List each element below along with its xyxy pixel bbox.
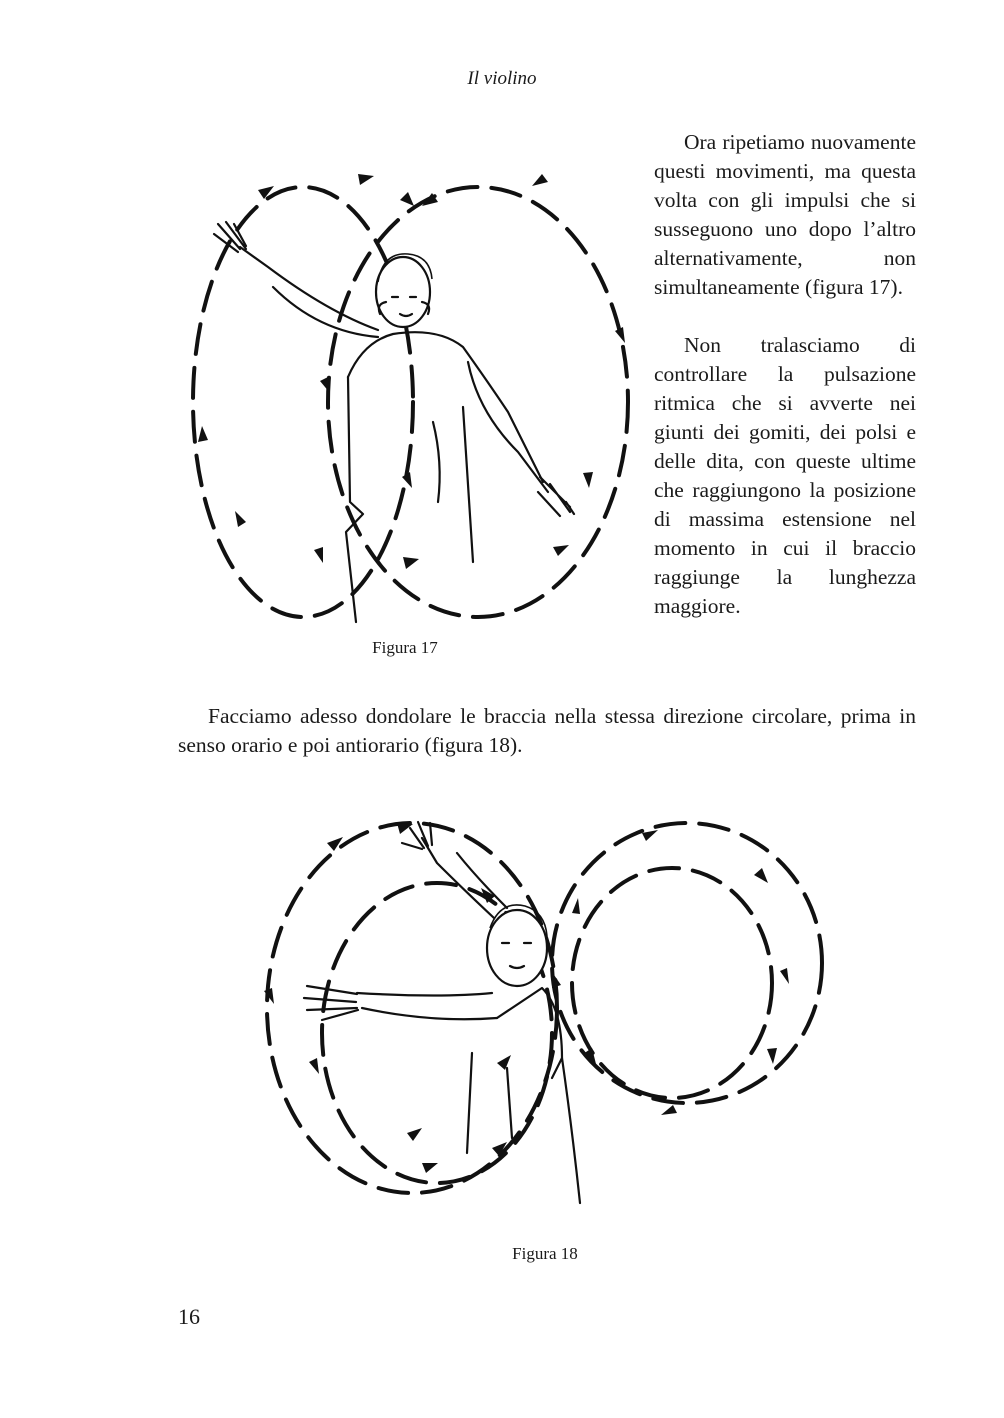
figure-18-caption: Figura 18 <box>512 1244 578 1263</box>
man-head <box>487 910 547 986</box>
right-motion-loop <box>328 187 628 617</box>
side-paragraph: Non tralasciamo di controllare la pulsazione ritmica che si avverte nei giunti dei gomiti, dei polsi e delle dita, con queste ultime che raggiungono la posizione di massima estensione nel momento in cui il braccio raggiunge la lunghezza maggiore. <box>654 333 916 618</box>
figure-17-caption: Figura 17 <box>372 638 438 657</box>
left-motion-loop <box>193 187 413 617</box>
right-inner-loop <box>572 868 772 1098</box>
figure-18-illustration <box>262 808 842 1218</box>
man-figure <box>304 822 580 1203</box>
man-figure <box>214 222 574 622</box>
figure-17-illustration <box>178 152 648 642</box>
body-paragraph: Facciamo adesso dondolare le braccia nella stessa direzione circolare, prima in senso orario e poi antiorario (figura 18). <box>178 704 916 757</box>
side-paragraph: Ora ripetiamo nuovamente questi movimenti, ma questa volta con gli impulsi che si susseguono uno dopo l’altro alternativamente, non simultaneamente (figura 17). <box>654 130 916 299</box>
running-head: Il violino <box>467 68 537 89</box>
page-number: 16 <box>178 1304 200 1329</box>
side-text-column <box>654 128 916 621</box>
